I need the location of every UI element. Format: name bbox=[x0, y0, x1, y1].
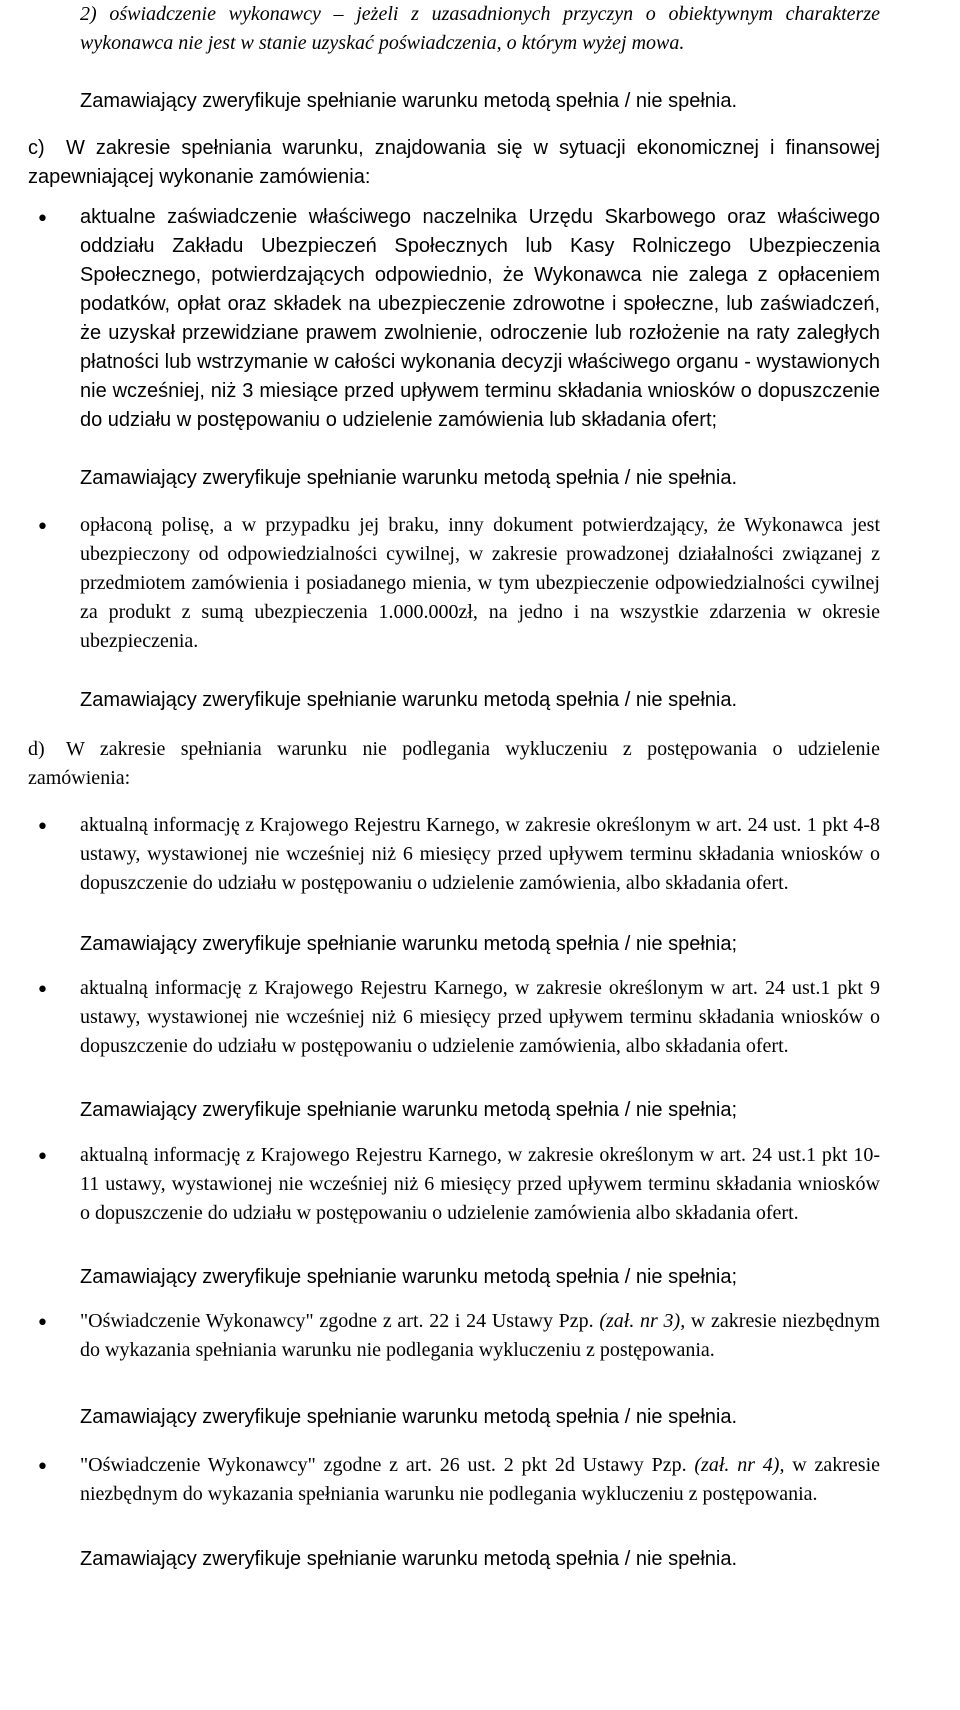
bullet-icon bbox=[36, 986, 46, 996]
section-d-bullet-4-text-after: w zakresie niezbędnym do wykazania spełniania warunku nie podlegania wykluczeniu z postępowania. bbox=[80, 1310, 880, 1361]
item-2-verify: Zamawiający zweryfikuje spełnianie warunku metodą spełnia / nie spełnia. bbox=[80, 90, 738, 112]
section-c-bullet-2-verify: Zamawiający zweryfikuje spełnianie warunku metodą spełnia / nie spełnia. bbox=[80, 689, 738, 711]
section-c-bullet-2-text: opłaconą polisę, a w przypadku jej braku, inny dokument potwierdzający, że Wykonawca jest ubezpieczony od odpowiedzialności cywilnej, w zakresie prowadzonej działalności związanej z przedmiotem zamówienia i posiadanego mienia, w tym ubezpieczenie odpowiedzialności cywilnej za produkt z sumą ubezpieczenia 1.000.000zł, na jedno i na wszystkie zdarzenia w okresie ubezpieczenia. bbox=[80, 514, 880, 652]
bullet-icon bbox=[36, 1153, 46, 1163]
bullet-icon bbox=[36, 823, 46, 833]
bullet-icon bbox=[36, 1463, 46, 1473]
section-c-text: W zakresie spełniania warunku, znajdowania się w sytuacji ekonomicznej i finansowej zapewniającej wykonanie zamówienia: bbox=[28, 137, 880, 188]
section-d-letter: d) bbox=[28, 738, 45, 760]
section-d-bullet-4-text-before: "Oświadczenie Wykonawcy" zgodne z art. 22 i 24 Ustawy Pzp. bbox=[80, 1310, 594, 1332]
section-d-bullet-5-attachment-ref: (zał. nr 4), bbox=[694, 1454, 785, 1476]
section-d-bullet-2-text: aktualną informację z Krajowego Rejestru Karnego, w zakresie określonym w art. 24 ust.1 pkt 9 ustawy, wystawionej nie wcześniej niż 6 miesięcy przed upływem terminu składania wniosków o dopuszczenie do udziału w postępowaniu o udzielenie zamówienia, albo składania ofert. bbox=[80, 977, 880, 1057]
section-d-bullet-1-verify: Zamawiający zweryfikuje spełnianie warunku metodą spełnia / nie spełnia; bbox=[80, 933, 738, 955]
section-d-bullet-1-text: aktualną informację z Krajowego Rejestru Karnego, w zakresie określonym w art. 24 ust. 1 pkt 4-8 ustawy, wystawionej nie wcześniej niż 6 miesięcy przed upływem terminu składania wniosków o dopuszczenie do udziału w postępowaniu o udzielenie zamówienia, albo składania ofert. bbox=[80, 814, 880, 894]
item-2-text: 2) oświadczenie wykonawcy – jeżeli z uzasadnionych przyczyn o obiektywnym charakterze wykonawca nie jest w stanie uzyskać poświadczenia, o którym wyżej mowa. bbox=[80, 3, 880, 54]
bullet-icon bbox=[36, 1319, 46, 1329]
section-d-bullet-4-verify: Zamawiający zweryfikuje spełnianie warunku metodą spełnia / nie spełnia. bbox=[80, 1406, 738, 1428]
section-c-heading bbox=[28, 134, 880, 192]
section-d-bullet-4-text bbox=[80, 1307, 880, 1365]
bullet-icon bbox=[36, 523, 46, 533]
bullet-icon bbox=[36, 215, 46, 225]
section-c-bullet-1-verify: Zamawiający zweryfikuje spełnianie warunku metodą spełnia / nie spełnia. bbox=[80, 467, 738, 489]
section-d-heading bbox=[28, 735, 880, 793]
section-d-bullet-5-text bbox=[80, 1451, 880, 1509]
section-d-bullet-3-verify: Zamawiający zweryfikuje spełnianie warunku metodą spełnia / nie spełnia; bbox=[80, 1266, 738, 1288]
section-d-bullet-5-text-before: "Oświadczenie Wykonawcy" zgodne z art. 26 ust. 2 pkt 2d Ustawy Pzp. bbox=[80, 1454, 687, 1476]
section-c-letter: c) bbox=[28, 137, 45, 159]
section-d-bullet-5-verify: Zamawiający zweryfikuje spełnianie warunku metodą spełnia / nie spełnia. bbox=[80, 1548, 738, 1570]
section-d-bullet-2-verify: Zamawiający zweryfikuje spełnianie warunku metodą spełnia / nie spełnia; bbox=[80, 1099, 738, 1121]
section-d-bullet-4-attachment-ref: (zał. nr 3), bbox=[599, 1310, 686, 1332]
section-c-bullet-1-text: aktualne zaświadczenie właściwego naczelnika Urzędu Skarbowego oraz właściwego oddziału Zakładu Ubezpieczeń Społecznych lub Kasy Rolniczego Ubezpieczenia Społecznego, potwierdzających odpowiednio, że Wykonawca nie zalega z opłaceniem podatków, opłat oraz składek na ubezpieczenie zdrowotne i społeczne, lub zaświadczeń, że uzyskał przewidziane prawem zwolnienie, odroczenie lub rozłożenie na raty zaległych płatności lub wstrzymanie w całości wykonania decyzji właściwego organu - wystawionych nie wcześniej, niż 3 miesiące przed upływem terminu składania wniosków o dopuszczenie do udziału w postępowaniu o udzielenie zamówienia lub składania ofert; bbox=[80, 206, 880, 431]
section-d-bullet-3-text: aktualną informację z Krajowego Rejestru Karnego, w zakresie określonym w art. 24 ust.1 pkt 10-11 ustawy, wystawionej nie wcześniej niż 6 miesięcy przed upływem terminu składania wniosków o dopuszczenie do udziału w postępowaniu o udzielenie zamówienia albo składania ofert. bbox=[80, 1144, 880, 1224]
section-d-bullet-5-text-after: w zakresie niezbędnym do wykazania spełniania warunku nie podlegania wykluczeniu z postępowania. bbox=[80, 1454, 881, 1505]
section-d-text: W zakresie spełniania warunku nie podlegania wykluczeniu z postępowania o udzielenie zamówienia: bbox=[28, 738, 880, 789]
